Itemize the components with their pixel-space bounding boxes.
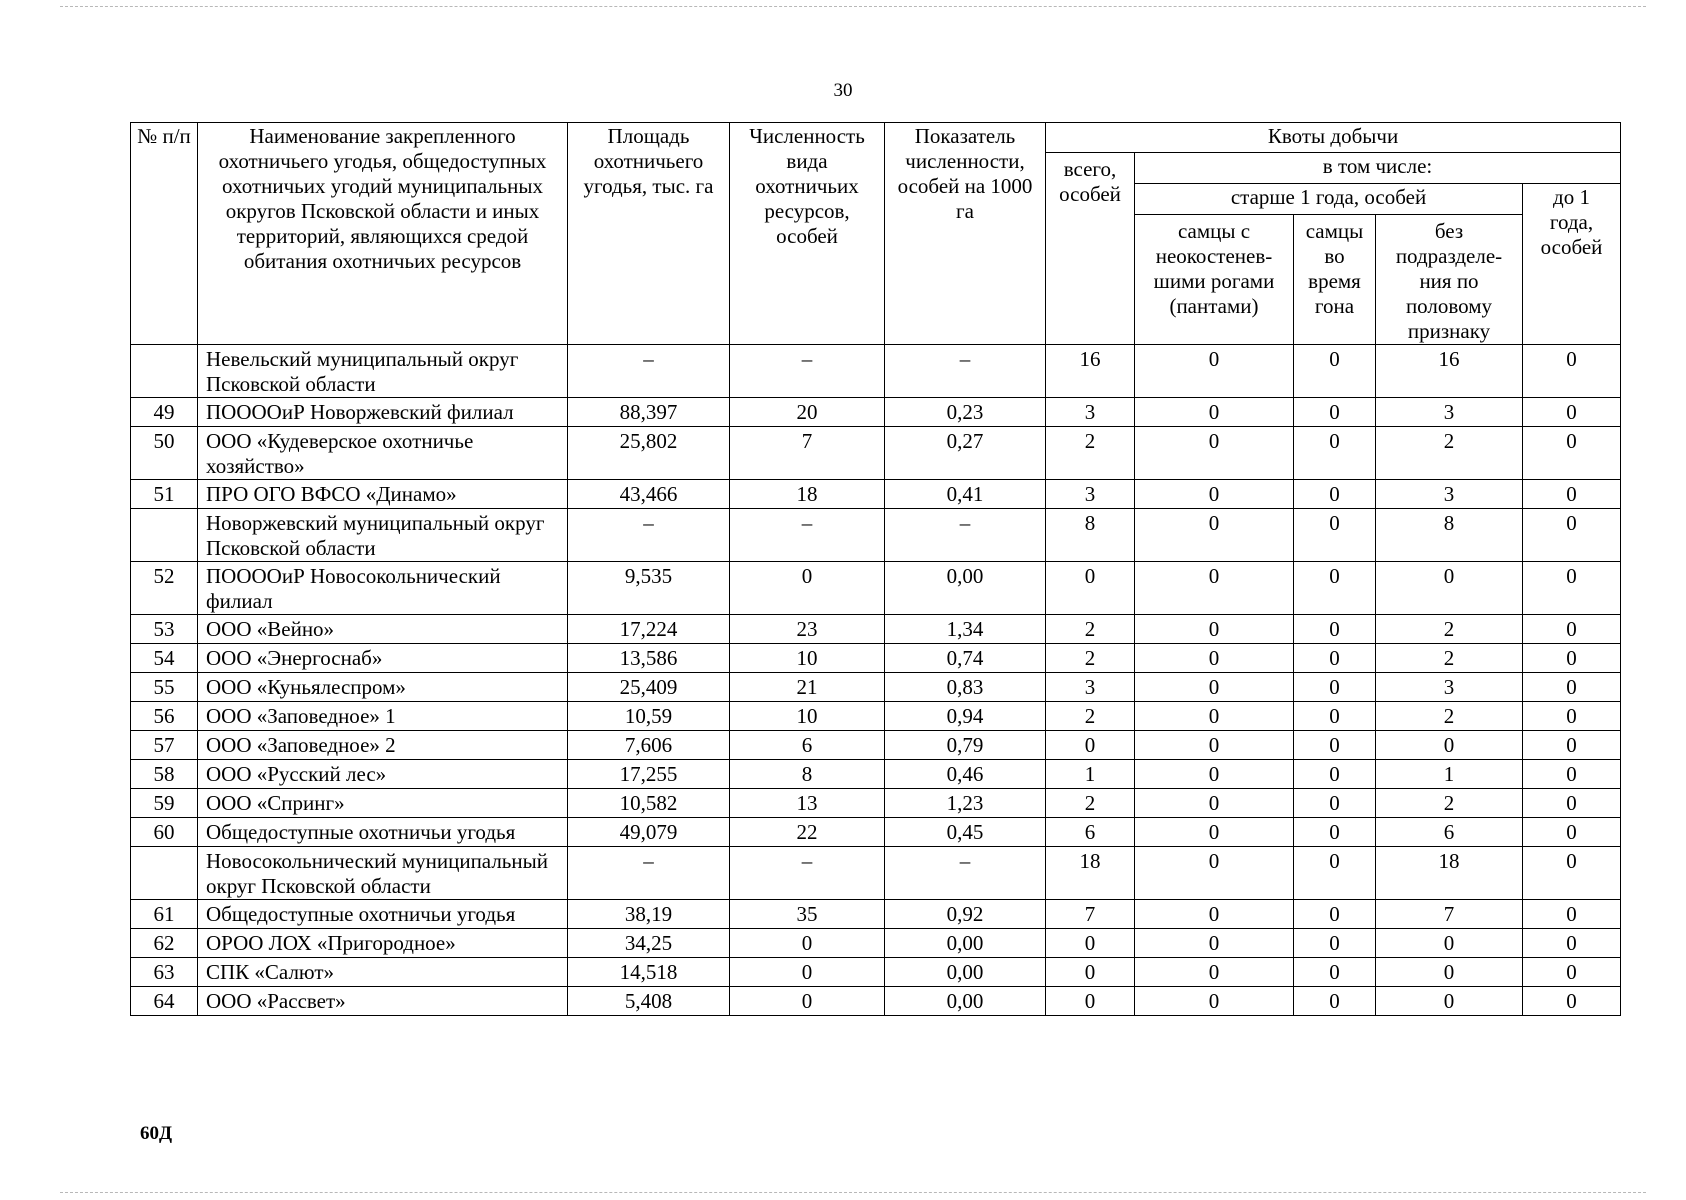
cell-population: 22: [730, 818, 885, 847]
cell-density: 0,83: [885, 673, 1046, 702]
cell-males-antlers: 0: [1135, 673, 1294, 702]
cell-name: СПК «Салют»: [198, 958, 568, 987]
cell-population: 35: [730, 900, 885, 929]
cell-num: 59: [131, 789, 198, 818]
cell-density: 0,46: [885, 760, 1046, 789]
cell-name: Общедоступные охотничьи угодья: [198, 900, 568, 929]
cell-density: 0,41: [885, 480, 1046, 509]
cell-name: ПРО ОГО ВФСО «Динамо»: [198, 480, 568, 509]
cell-num: 56: [131, 702, 198, 731]
table-row-district: [131, 509, 1621, 562]
cell-num: 58: [131, 760, 198, 789]
cell-total: 7: [1046, 900, 1135, 929]
cell-males-rut: 0: [1294, 987, 1376, 1016]
cell-density: 0,94: [885, 702, 1046, 731]
cell-males-antlers: 0: [1135, 644, 1294, 673]
cell-name: ООО «Кудеверское охотничье хозяйство»: [198, 427, 568, 480]
cell-total: 3: [1046, 673, 1135, 702]
cell-males-rut: 0: [1294, 673, 1376, 702]
cell-no-sex: 8: [1376, 509, 1523, 562]
table-row: [131, 900, 1621, 929]
cell-males-rut: 0: [1294, 731, 1376, 760]
cell-males-rut: 0: [1294, 702, 1376, 731]
cell-males-rut: 0: [1294, 509, 1376, 562]
cell-area: 13,586: [568, 644, 730, 673]
cell-density: 0,00: [885, 562, 1046, 615]
cell-density: 0,23: [885, 398, 1046, 427]
cell-under-one-year: 0: [1523, 900, 1621, 929]
cell-num: [131, 509, 198, 562]
cell-under-one-year: 0: [1523, 760, 1621, 789]
cell-total: 1: [1046, 760, 1135, 789]
cell-males-rut: 0: [1294, 562, 1376, 615]
cell-area: 38,19: [568, 900, 730, 929]
table-header: [131, 123, 1621, 345]
cell-density: 1,23: [885, 789, 1046, 818]
cell-no-sex: 0: [1376, 731, 1523, 760]
cell-no-sex: 0: [1376, 929, 1523, 958]
cell-no-sex: 3: [1376, 673, 1523, 702]
cell-area: 7,606: [568, 731, 730, 760]
cell-num: [131, 345, 198, 398]
page-number: 30: [833, 80, 853, 101]
cell-area: 25,802: [568, 427, 730, 480]
cell-no-sex: 6: [1376, 818, 1523, 847]
cell-no-sex: 0: [1376, 958, 1523, 987]
cell-under-one-year: 0: [1523, 644, 1621, 673]
header-males-antlers: самцы с неокостенев-шими рогами (пантами): [1135, 215, 1294, 345]
cell-name: Новоржевский муниципальный округ Псковской области: [198, 509, 568, 562]
cell-density: 1,34: [885, 615, 1046, 644]
cell-no-sex: 2: [1376, 615, 1523, 644]
cell-males-rut: 0: [1294, 345, 1376, 398]
cell-no-sex: 3: [1376, 398, 1523, 427]
cell-area: 49,079: [568, 818, 730, 847]
cell-area: 10,582: [568, 789, 730, 818]
cell-males-antlers: 0: [1135, 731, 1294, 760]
cell-population: 18: [730, 480, 885, 509]
cell-males-rut: 0: [1294, 760, 1376, 789]
header-area: Площадь охотничьего угодья, тыс. га: [568, 123, 730, 345]
cell-density: 0,00: [885, 987, 1046, 1016]
header-over-one-year: старше 1 года, особей: [1135, 184, 1523, 215]
cell-total: 0: [1046, 958, 1135, 987]
cell-no-sex: 2: [1376, 427, 1523, 480]
cell-under-one-year: 0: [1523, 427, 1621, 480]
cell-density: 0,74: [885, 644, 1046, 673]
cell-under-one-year: 0: [1523, 673, 1621, 702]
cell-name: ООО «Русский лес»: [198, 760, 568, 789]
cell-num: [131, 847, 198, 900]
table-row: [131, 987, 1621, 1016]
cell-under-one-year: 0: [1523, 345, 1621, 398]
table-row: [131, 818, 1621, 847]
cell-name: ПООООиР Новоржевский филиал: [198, 398, 568, 427]
cell-under-one-year: 0: [1523, 562, 1621, 615]
quota-table: [130, 122, 1621, 1016]
header-quotas: Квоты добычи: [1046, 123, 1621, 153]
cell-under-one-year: 0: [1523, 847, 1621, 900]
cell-area: –: [568, 345, 730, 398]
table-row: [131, 673, 1621, 702]
cell-population: 13: [730, 789, 885, 818]
cell-density: 0,45: [885, 818, 1046, 847]
cell-males-rut: 0: [1294, 847, 1376, 900]
cell-num: 62: [131, 929, 198, 958]
cell-area: 25,409: [568, 673, 730, 702]
cell-num: 51: [131, 480, 198, 509]
cell-name: ОРОО ЛОХ «Пригородное»: [198, 929, 568, 958]
cell-males-rut: 0: [1294, 958, 1376, 987]
cell-no-sex: 0: [1376, 562, 1523, 615]
cell-density: 0,92: [885, 900, 1046, 929]
cell-males-rut: 0: [1294, 398, 1376, 427]
cell-total: 2: [1046, 702, 1135, 731]
cell-under-one-year: 0: [1523, 731, 1621, 760]
cell-males-rut: 0: [1294, 818, 1376, 847]
cell-no-sex: 2: [1376, 789, 1523, 818]
cell-name: ООО «Куньялеспром»: [198, 673, 568, 702]
cell-males-antlers: 0: [1135, 958, 1294, 987]
cell-population: 23: [730, 615, 885, 644]
cell-area: 10,59: [568, 702, 730, 731]
cell-num: 60: [131, 818, 198, 847]
cell-name: ООО «Заповедное» 2: [198, 731, 568, 760]
cell-population: 8: [730, 760, 885, 789]
cell-total: 0: [1046, 987, 1135, 1016]
cell-population: 7: [730, 427, 885, 480]
cell-males-antlers: 0: [1135, 509, 1294, 562]
cell-density: 0,00: [885, 958, 1046, 987]
cell-no-sex: 18: [1376, 847, 1523, 900]
cell-name: ООО «Заповедное» 1: [198, 702, 568, 731]
header-name: Наименование закрепленного охотничьего угодья, общедоступных охотничьих угодий муниципальных округов Псковской области и иных территорий, являющихся средой обитания охотничьих ресурсов: [198, 123, 568, 345]
header-under-one-year: до 1 года, особей: [1523, 184, 1621, 345]
scan-edge-top: [60, 6, 1646, 7]
cell-males-rut: 0: [1294, 615, 1376, 644]
cell-total: 0: [1046, 731, 1135, 760]
cell-total: 2: [1046, 615, 1135, 644]
table-row: [131, 702, 1621, 731]
cell-name: ООО «Спринг»: [198, 789, 568, 818]
cell-males-antlers: 0: [1135, 427, 1294, 480]
header-total: всего, особей: [1046, 153, 1135, 345]
cell-total: 6: [1046, 818, 1135, 847]
cell-total: 2: [1046, 789, 1135, 818]
cell-total: 16: [1046, 345, 1135, 398]
cell-no-sex: 2: [1376, 644, 1523, 673]
cell-under-one-year: 0: [1523, 789, 1621, 818]
cell-density: –: [885, 509, 1046, 562]
cell-population: 6: [730, 731, 885, 760]
table-body: [131, 345, 1621, 1016]
cell-name: ПООООиР Новосокольнический филиал: [198, 562, 568, 615]
header-males-rut: самцы во время гона: [1294, 215, 1376, 345]
cell-under-one-year: 0: [1523, 987, 1621, 1016]
cell-under-one-year: 0: [1523, 929, 1621, 958]
cell-males-antlers: 0: [1135, 480, 1294, 509]
cell-density: –: [885, 847, 1046, 900]
cell-population: –: [730, 847, 885, 900]
cell-density: 0,27: [885, 427, 1046, 480]
cell-males-antlers: 0: [1135, 900, 1294, 929]
table-row: [131, 760, 1621, 789]
cell-area: 9,535: [568, 562, 730, 615]
cell-num: 57: [131, 731, 198, 760]
cell-density: 0,79: [885, 731, 1046, 760]
cell-total: 0: [1046, 929, 1135, 958]
cell-no-sex: 2: [1376, 702, 1523, 731]
cell-area: –: [568, 509, 730, 562]
cell-num: 63: [131, 958, 198, 987]
cell-under-one-year: 0: [1523, 958, 1621, 987]
cell-population: 10: [730, 644, 885, 673]
cell-density: –: [885, 345, 1046, 398]
cell-under-one-year: 0: [1523, 480, 1621, 509]
cell-population: 21: [730, 673, 885, 702]
cell-name: Невельский муниципальный округ Псковской области: [198, 345, 568, 398]
cell-name: Новосокольнический муниципальный округ Псковской области: [198, 847, 568, 900]
cell-population: 0: [730, 562, 885, 615]
cell-population: 10: [730, 702, 885, 731]
cell-name: Общедоступные охотничьи угодья: [198, 818, 568, 847]
cell-population: 20: [730, 398, 885, 427]
header-num: № п/п: [131, 123, 198, 345]
cell-males-antlers: 0: [1135, 929, 1294, 958]
cell-area: 5,408: [568, 987, 730, 1016]
cell-area: 88,397: [568, 398, 730, 427]
table-row: [131, 929, 1621, 958]
cell-area: –: [568, 847, 730, 900]
cell-males-rut: 0: [1294, 427, 1376, 480]
cell-total: 0: [1046, 562, 1135, 615]
cell-males-antlers: 0: [1135, 987, 1294, 1016]
header-no-sex: без подразделе-ния по половому признаку: [1376, 215, 1523, 345]
table-row-district: [131, 345, 1621, 398]
cell-under-one-year: 0: [1523, 818, 1621, 847]
document-code: 60Д: [140, 1123, 173, 1144]
cell-num: 52: [131, 562, 198, 615]
cell-males-antlers: 0: [1135, 345, 1294, 398]
cell-num: 50: [131, 427, 198, 480]
cell-males-antlers: 0: [1135, 702, 1294, 731]
cell-under-one-year: 0: [1523, 509, 1621, 562]
cell-under-one-year: 0: [1523, 615, 1621, 644]
cell-males-antlers: 0: [1135, 847, 1294, 900]
cell-name: ООО «Энергоснаб»: [198, 644, 568, 673]
table-row: [131, 731, 1621, 760]
header-density: Показатель численности, особей на 1000 га: [885, 123, 1046, 345]
cell-total: 18: [1046, 847, 1135, 900]
cell-population: 0: [730, 987, 885, 1016]
cell-males-antlers: 0: [1135, 562, 1294, 615]
table-row: [131, 958, 1621, 987]
table-row: [131, 615, 1621, 644]
cell-population: –: [730, 345, 885, 398]
cell-num: 53: [131, 615, 198, 644]
cell-num: 55: [131, 673, 198, 702]
table-row: [131, 398, 1621, 427]
table-row: [131, 789, 1621, 818]
cell-no-sex: 0: [1376, 987, 1523, 1016]
table-row: [131, 644, 1621, 673]
cell-total: 2: [1046, 427, 1135, 480]
cell-no-sex: 16: [1376, 345, 1523, 398]
cell-males-rut: 0: [1294, 900, 1376, 929]
cell-area: 14,518: [568, 958, 730, 987]
cell-total: 3: [1046, 480, 1135, 509]
cell-males-antlers: 0: [1135, 818, 1294, 847]
cell-males-antlers: 0: [1135, 760, 1294, 789]
cell-males-rut: 0: [1294, 644, 1376, 673]
cell-males-rut: 0: [1294, 480, 1376, 509]
cell-males-rut: 0: [1294, 789, 1376, 818]
table-row-district: [131, 847, 1621, 900]
cell-area: 43,466: [568, 480, 730, 509]
cell-no-sex: 1: [1376, 760, 1523, 789]
table-row: [131, 562, 1621, 615]
cell-area: 17,224: [568, 615, 730, 644]
cell-num: 61: [131, 900, 198, 929]
cell-population: 0: [730, 958, 885, 987]
cell-total: 8: [1046, 509, 1135, 562]
table-row: [131, 480, 1621, 509]
header-including: в том числе:: [1135, 153, 1621, 184]
cell-total: 3: [1046, 398, 1135, 427]
cell-name: ООО «Вейно»: [198, 615, 568, 644]
cell-males-antlers: 0: [1135, 615, 1294, 644]
cell-population: 0: [730, 929, 885, 958]
cell-num: 49: [131, 398, 198, 427]
cell-num: 54: [131, 644, 198, 673]
cell-density: 0,00: [885, 929, 1046, 958]
cell-name: ООО «Рассвет»: [198, 987, 568, 1016]
cell-population: –: [730, 509, 885, 562]
scan-edge-bottom: [60, 1192, 1646, 1193]
cell-no-sex: 7: [1376, 900, 1523, 929]
cell-num: 64: [131, 987, 198, 1016]
cell-under-one-year: 0: [1523, 398, 1621, 427]
table-row: [131, 427, 1621, 480]
cell-males-antlers: 0: [1135, 789, 1294, 818]
header-population: Численность вида охотничьих ресурсов, особей: [730, 123, 885, 345]
cell-under-one-year: 0: [1523, 702, 1621, 731]
cell-area: 17,255: [568, 760, 730, 789]
cell-no-sex: 3: [1376, 480, 1523, 509]
cell-males-antlers: 0: [1135, 398, 1294, 427]
cell-total: 2: [1046, 644, 1135, 673]
cell-males-rut: 0: [1294, 929, 1376, 958]
cell-area: 34,25: [568, 929, 730, 958]
